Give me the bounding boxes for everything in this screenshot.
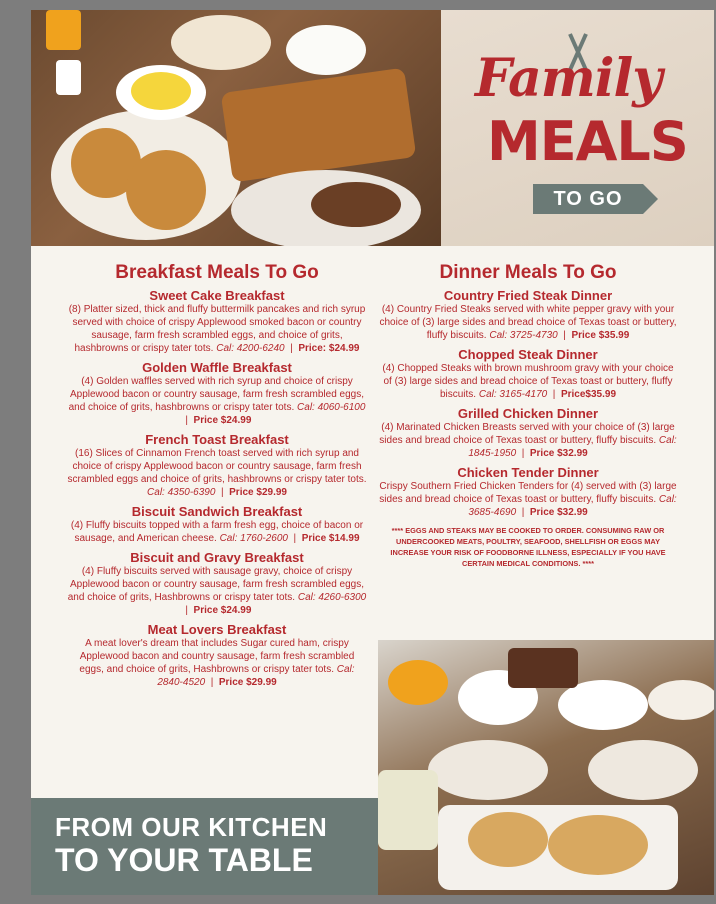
menu-page (31, 10, 714, 895)
breakfast-heading: Breakfast Meals To Go (115, 262, 319, 283)
item-description: (16) Slices of Cinnamon French toast served with rich syrup and choice of crispy Applewood bacon or country sausage, farm fresh scrambled eggs and choice of grits, hashbrowns or crispy tater tots. Cal: 4350-6390 | Price $29.99 (67, 448, 367, 498)
item-description: Crispy Southern Fried Chicken Tenders for (4) served with (3) large sides and bread choice of Texas toast or buttery, fluffy biscuits. Cal: 3685-4690 | Price $32.99 (379, 481, 677, 518)
mac-cheese (388, 660, 448, 705)
item-name: Meat Lovers Breakfast (147, 622, 287, 637)
item-desc-text: Crispy Southern Fried Chicken Tenders for (4) served with (3) large sides and bread choice of Texas toast or buttery, fluffy biscuits. (379, 481, 677, 505)
item-calories: Cal: 4350-6390 (147, 487, 216, 498)
item-calories: Cal: 3725-4730 (489, 330, 558, 341)
item-price: Price $14.99 (301, 533, 360, 544)
item-desc-text: (4) Country Fried Steaks served with white pepper gravy with your choice of (3) large sides and bread choice of Texas toast or buttery, fluffy biscuits. (379, 304, 677, 341)
pot-roast-bowl (588, 740, 698, 800)
item-description: (4) Fluffy biscuits topped with a farm fresh egg, choice of bacon or sausage, and American cheese. Cal: 1760-2600 | Price $14.99 (70, 520, 364, 544)
item-desc-text: (4) Chopped Steaks with brown mushroom gravy with your choice of (3) large sides and bread choice of Texas toast or buttery, fluffy biscuits. (382, 363, 674, 400)
brownies (508, 648, 578, 688)
coffee-mug (56, 60, 81, 95)
country-fried-steak (548, 815, 648, 875)
dinner-column (378, 262, 678, 569)
family-title: Family (475, 48, 662, 109)
item-calories: Cal: 3685-4690 (468, 494, 677, 518)
item-price: Price $35.99 (571, 330, 630, 341)
item-calories: Cal: 4060-6100 (297, 402, 366, 413)
item-description: (8) Platter sized, thick and fluffy buttermilk pancakes and rich syrup served with choice of crispy Applewood smoked bacon or country sausage, farm fresh scrambled eggs, and choice of grits, hashbrowns or crispy tater tots. Cal: 4200-6240 | Price: $24.99 (68, 304, 366, 354)
item-desc-text: (4) Golden waffles served with rich syrup and choice of crispy Applewood bacon or country sausage, farm fresh scrambled eggs, and choice of grits, hashbrowns or crispy tater tots. (68, 376, 365, 413)
breakfast-item (67, 622, 367, 689)
french-toast (221, 68, 417, 183)
breakfast-item (67, 288, 367, 355)
item-description: (4) Country Fried Steaks served with white pepper gravy with your choice of (3) large sides and bread choice of Texas toast or buttery, fluffy biscuits. Cal: 3725-4730 | Price $35.99 (379, 304, 677, 341)
breakfast-item (67, 504, 367, 545)
tots-bowl (171, 15, 271, 70)
breakfast-photo (31, 10, 441, 246)
item-price: Price $24.99 (193, 415, 252, 426)
gravy-bowl (648, 680, 714, 720)
breakfast-item (67, 360, 367, 427)
item-calories: Cal: 2840-4520 (157, 664, 355, 688)
header-panel (441, 10, 714, 246)
item-name: Biscuit Sandwich Breakfast (131, 504, 303, 519)
item-desc-text: (4) Marinated Chicken Breasts served with your choice of (3) large sides and bread choice of Texas toast or buttery, fluffy biscuits. (379, 422, 675, 446)
footer-band (31, 798, 378, 895)
item-price: Price$35.99 (560, 389, 617, 400)
lemonade-pitcher (378, 770, 438, 850)
breakfast-column (67, 262, 367, 694)
food-safety-warning: **** EGGS AND STEAKS MAY BE COOKED TO ORDER. CONSUMING RAW OR UNDERCOOKED MEATS, POULTRY, SEAFOOD, SHELLFISH OR EGGS MAY INCREASE YOUR RISK OF FOODBORNE ILLNESS, ESPECIALLY IF YOU HAVE CERTAIN MEDICAL CONDITIONS. **** (390, 526, 666, 568)
item-price: Price $32.99 (529, 507, 588, 518)
item-calories: Cal: 1760-2600 (219, 533, 288, 544)
country-fried-steak (468, 812, 548, 867)
item-price: Price $29.99 (229, 487, 287, 498)
item-price: Price: $24.99 (298, 343, 360, 354)
item-price: Price $32.99 (529, 448, 588, 459)
item-desc-text: (4) Fluffy biscuits topped with a farm fresh egg, choice of bacon or sausage, and American cheese. (70, 520, 364, 544)
breakfast-item (67, 550, 367, 617)
item-calories: Cal: 3165-4170 (478, 389, 548, 400)
waffle (126, 150, 206, 230)
item-desc-text: (8) Platter sized, thick and fluffy buttermilk pancakes and rich syrup served with choice of crispy Applewood smoked bacon or country sausage, farm fresh scrambled eggs, and choice of grits, hashbrowns or crispy tater tots. (68, 304, 366, 354)
item-name: Golden Waffle Breakfast (142, 360, 292, 375)
dinner-item (378, 406, 678, 460)
item-desc-text: (4) Fluffy biscuits served with sausage gravy, choice of crispy Applewood bacon or country sausage, farm fresh scrambled eggs, and choice of grits, Hashbrowns or crispy tater tots. (67, 566, 365, 603)
item-calories: Cal: 4200-6240 (216, 343, 285, 354)
item-name: Biscuit and Gravy Breakfast (130, 550, 304, 565)
item-name: Chicken Tender Dinner (457, 465, 599, 480)
footer-line-2: TO YOUR TABLE (55, 842, 313, 878)
chopped-steak-platter (428, 740, 548, 800)
item-desc-text: (16) Slices of Cinnamon French toast served with rich syrup and choice of crispy Applewood bacon or country sausage, farm fresh scrambled eggs and choice of grits, hashbrowns or crispy tater tots. (67, 448, 367, 485)
item-description: (4) Golden waffles served with rich syrup and choice of crispy Applewood bacon or country sausage, farm fresh scrambled eggs, and choice of grits, hashbrowns or crispy tater tots. Cal: 4060-6100 | Price $24.99 (68, 376, 366, 426)
item-price: Price $24.99 (193, 605, 252, 616)
dinner-item (378, 288, 678, 342)
item-description: (4) Marinated Chicken Breasts served with your choice of (3) large sides and bread choice of Texas toast or buttery, fluffy biscuits. Cal: 1845-1950 | Price $32.99 (379, 422, 677, 459)
dinner-heading: Dinner Meals To Go (439, 262, 617, 283)
item-calories: Cal: 4260-6300 (297, 592, 367, 603)
scrambled-eggs (131, 72, 191, 110)
item-price: Price $29.99 (218, 677, 277, 688)
meals-title: MEALS (487, 110, 688, 173)
item-calories: Cal: 1845-1950 (468, 435, 677, 459)
sausage (311, 182, 401, 227)
item-name: Sweet Cake Breakfast (149, 288, 285, 303)
to-go-badge: TO GO (533, 184, 643, 214)
item-description: (4) Fluffy biscuits served with sausage gravy, choice of crispy Applewood bacon or country sausage, farm fresh scrambled eggs, and choice of grits, Hashbrowns or crispy tater tots. Cal: 4260-6300 | Price $24.99 (67, 566, 367, 616)
item-name: French Toast Breakfast (145, 432, 289, 447)
breakfast-item (67, 432, 367, 499)
dinner-photo (378, 640, 714, 895)
item-name: Country Fried Steak Dinner (443, 288, 613, 303)
orange-juice (46, 10, 81, 50)
grits-bowl (286, 25, 366, 75)
dinner-item (378, 465, 678, 519)
item-description: (4) Chopped Steaks with brown mushroom gravy with your choice of (3) large sides and bread choice of Texas toast or buttery, fluffy biscuits. Cal: 3165-4170 | Price$35.99 (382, 363, 674, 400)
dinner-item (378, 347, 678, 401)
item-description: A meat lover's dream that includes Sugar cured ham, crispy Applewood bacon and country sausage, farm fresh scrambled eggs, and choice of grits, Hashbrowns or crispy tater tots. Cal: 2840-4520 | Price $29.99 (79, 638, 355, 688)
item-name: Grilled Chicken Dinner (457, 406, 599, 421)
footer-line-1: FROM OUR KITCHEN (55, 812, 328, 842)
item-name: Chopped Steak Dinner (458, 347, 598, 362)
item-desc-text: A meat lover's dream that includes Sugar cured ham, crispy Applewood bacon and country sausage, farm fresh scrambled eggs, and choice of grits, Hashbrowns or crispy tater tots. (79, 638, 355, 675)
